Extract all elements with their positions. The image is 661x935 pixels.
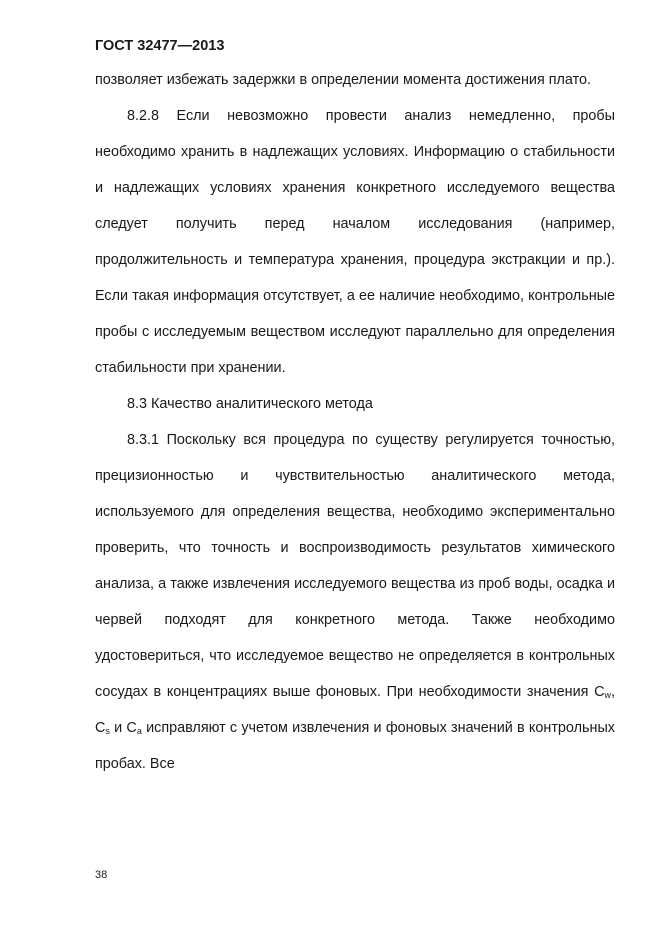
paragraph-continuation: позволяет избежать задержки в определении момента достижения плато. [95,72,592,88]
document-body [95,62,615,782]
page-number: 38 [95,869,108,881]
document-header: ГОСТ 32477—2013 [95,38,225,54]
paragraph-text: и C [109,720,137,736]
subscript-s: s [105,726,110,736]
subscript-w: w [604,690,611,700]
paragraph-text: исправляют с учетом извлечения и фоновых значений в контрольных пробах. Все [95,720,615,772]
paragraph-8-3-1 [95,422,615,782]
subscript-a: a [136,726,142,736]
paragraph-8-2-8: 8.2.8 Если невозможно провести анализ немедленно, пробы необходимо хранить в надлежащих условиях. Информацию о стабильности и надлежащих условиях хранения конкретного исследуемого вещества следует получить перед началом исследования (например, продолжительность и температура хранения, процедура экстракции и пр.). Если такая информация отсутствует, а ее наличие необходимо, контрольные пробы с исследуемым веществом исследуют параллельно для определения стабильности при хранении. [95,108,615,376]
section-heading-8-3: 8.3 Качество аналитического метода [127,396,373,412]
paragraph-text: , C [95,684,615,736]
paragraph-text: 8.3.1 Поскольку вся процедура по существу регулируется точностью, прецизионностью и чувствительностью аналитического метода, используемого для определения вещества, необходимо экспериментально проверить, что точность и воспроизводимость результатов химического анализа, а также извлечения исследуемого вещества из проб воды, осадка и червей подходят для конкретного метода. Также необходимо удостовериться, что исследуемое вещество не определяется в контрольных сосудах в концентрациях выше фоновых. При необходимости значения C [95,432,615,700]
